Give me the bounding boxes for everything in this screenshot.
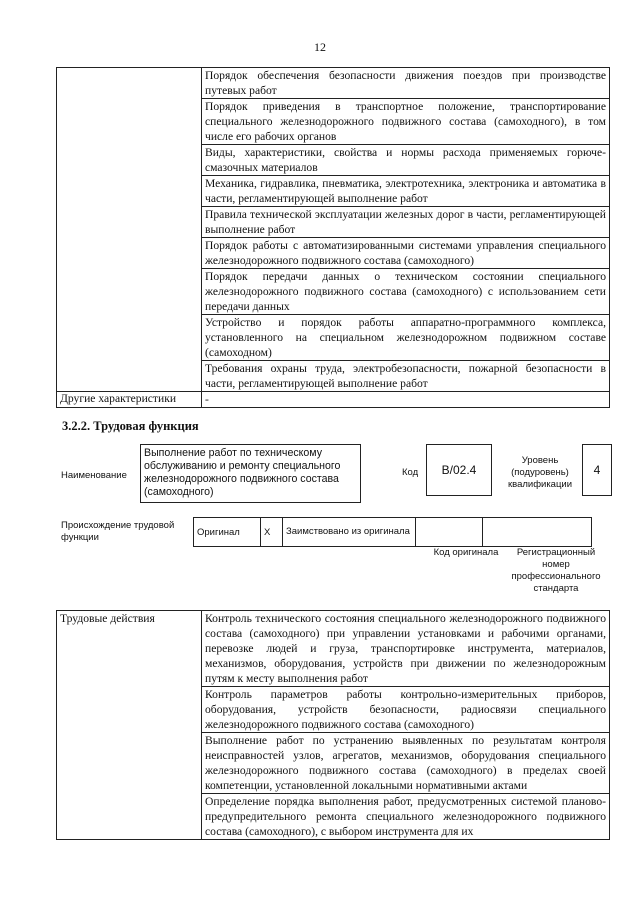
borrowed-label: Заимствовано из оригинала — [283, 518, 416, 547]
name-label: Наименование — [61, 470, 127, 481]
page-number: 12 — [314, 40, 326, 54]
table-cell: Требования охраны труда, электробезопасности, пожарной безопасности в части, регламентирующей выполнение работ — [202, 361, 610, 392]
table-row — [57, 392, 610, 408]
reg-caption: Регистрационный номер профессионального стандарта — [511, 547, 601, 594]
origin-label: Происхождение трудовой функции — [61, 520, 175, 543]
table-cell: Механика, гидравлика, пневматика, электротехника, электроника и автоматика в части, регламентирующей выполнение работ — [202, 176, 610, 207]
level-label: Уровень (подуровень) квалификации — [507, 455, 573, 490]
table-row — [57, 611, 610, 687]
label-cell — [57, 68, 202, 392]
origin-table — [193, 517, 592, 547]
code-caption: Код оригинала — [433, 547, 499, 558]
table-cell: Порядок приведения в транспортное положение, транспортирование специального железнодорожного подвижного состава (самоходного), в том числе его рабочих органов — [202, 99, 610, 145]
level-value: 4 — [582, 444, 612, 496]
original-mark: X — [261, 518, 283, 547]
code-label: Код — [402, 467, 419, 478]
table-cell: Устройство и порядок работы аппаратно-программного комплекса, установленного на специальном железнодорожном подвижном составе (самоходном) — [202, 315, 610, 361]
table-cell: Контроль технического состояния специального железнодорожного подвижного состава (самоходного) при управлении установками и рабочими органами, перевозке людей и груза, транспортировке инструмента, материалов, механизмов, оборудования, устройств при движении по железнодорожным путям к месту выполнения работ — [202, 611, 610, 687]
original-code-cell — [416, 518, 483, 547]
table-cell: Контроль параметров работы контрольно-измерительных приборов, оборудования, устройств безопасности, радиосвязи специального железнодорожного подвижного состава (самоходного) — [202, 687, 610, 733]
original-label: Оригинал — [194, 518, 261, 547]
table-cell: Правила технической эксплуатации железных дорог в части, регламентирующей выполнение работ — [202, 207, 610, 238]
knowledge-table — [56, 67, 610, 408]
other-characteristics-label: Другие характеристики — [57, 392, 202, 408]
table-row — [57, 68, 610, 99]
section-title: 3.2.2. Трудовая функция — [62, 419, 199, 433]
function-name-value: Выполнение работ по техническому обслуживанию и ремонту специального железнодорожного подвижного состава (самоходного) — [140, 444, 361, 503]
other-characteristics-value: - — [202, 392, 610, 408]
code-value: B/02.4 — [426, 444, 492, 496]
table-cell: Порядок обеспечения безопасности движения поездов при производстве путевых работ — [202, 68, 610, 99]
table-cell: Выполнение работ по устранению выявленных по результатам контроля неисправностей узлов, агрегатов, механизмов, оборудования специального железнодорожного подвижного состава (самоходного) в пределах своей компетенции, установленной локальными нормативными актами — [202, 733, 610, 794]
table-cell: Определение порядка выполнения работ, предусмотренных системой планово-предупредительного ремонта специального железнодорожного подвижного состава (самоходного), с выбором инструмента для их — [202, 794, 610, 840]
table-cell: Порядок работы с автоматизированными системами управления специального железнодорожного подвижного состава (самоходного) — [202, 238, 610, 269]
labor-actions-table — [56, 610, 610, 840]
labor-actions-label: Трудовые действия — [57, 611, 202, 840]
reg-number-cell — [483, 518, 592, 547]
table-cell: Порядок передачи данных о техническом состоянии специального железнодорожного подвижного состава (самоходного) с использованием сети передачи данных — [202, 269, 610, 315]
table-cell: Виды, характеристики, свойства и нормы расхода применяемых горюче-смазочных материалов — [202, 145, 610, 176]
